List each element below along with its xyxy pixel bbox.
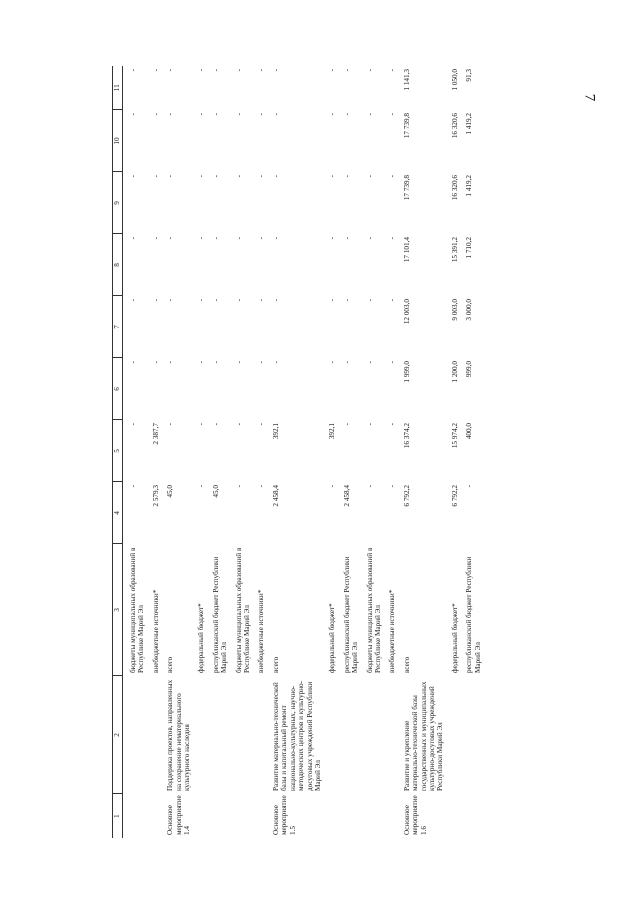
cell-event: [197, 794, 205, 838]
cell-event: [235, 794, 252, 838]
cell-value: -: [271, 299, 280, 302]
cell-value: 1 141,3: [402, 69, 411, 91]
rotated-table-container: [112, 66, 524, 838]
cell-description: [257, 676, 265, 794]
cell-value: -: [129, 485, 137, 488]
cell-value: -: [365, 69, 374, 72]
cell-value: -: [197, 485, 206, 488]
cell-value: -: [211, 299, 220, 302]
cell-event: [451, 794, 459, 838]
column-header: 9: [113, 172, 123, 234]
cell-value: -: [365, 113, 374, 116]
cell-value: -: [129, 423, 137, 426]
cell-event: [129, 794, 146, 838]
cell-value: -: [211, 175, 220, 178]
cell-value: -: [365, 361, 374, 364]
cell-value: 17 739,8: [402, 175, 411, 201]
cell-description: [451, 676, 459, 794]
cell-value: -: [151, 299, 160, 302]
cell-value: -: [388, 69, 397, 72]
cell-value: 45,0: [166, 485, 175, 498]
cell-value: 6 792,2: [450, 485, 459, 507]
cell-value: -: [271, 113, 280, 116]
cell-value: 400,0: [465, 423, 474, 440]
cell-value: -: [342, 299, 351, 302]
cell-value: 2 387,7: [151, 423, 160, 445]
column-header: 6: [113, 358, 123, 420]
cell-value: -: [151, 175, 160, 178]
cell-value: -: [257, 423, 266, 426]
cell-funding-source: бюджеты муниципальных образований в Республике Марий Эл: [234, 547, 252, 673]
cell-event: [343, 794, 360, 838]
cell-value: 3 000,0: [465, 299, 474, 321]
cell-value: -: [211, 361, 220, 364]
cell-value: -: [257, 69, 266, 72]
cell-value: -: [197, 423, 206, 426]
cell-event: [212, 794, 229, 838]
table-row: [328, 66, 336, 838]
cell-value: -: [365, 299, 374, 302]
cell-value: 9 003,0: [450, 299, 459, 321]
cell-value: 2 579,3: [151, 485, 160, 507]
cell-value: -: [197, 113, 206, 116]
column-header: 3: [113, 544, 123, 676]
cell-value: -: [197, 237, 206, 240]
table-row: [212, 66, 229, 838]
cell-value: -: [234, 423, 243, 426]
cell-event: [257, 794, 265, 838]
table-row: [343, 66, 360, 838]
cell-value: -: [328, 175, 337, 178]
cell-funding-source: бюджеты муниципальных образований в Республике Марий Эл: [365, 547, 382, 673]
cell-value: -: [129, 113, 137, 116]
cell-description: [388, 676, 396, 794]
cell-value: -: [328, 113, 337, 116]
cell-value: -: [271, 69, 280, 72]
cell-value: -: [388, 485, 397, 488]
cell-value: -: [257, 361, 266, 364]
cell-value: -: [234, 69, 243, 72]
cell-description: Развитие и укрепление материально-технической базы государственных и муниципальных культурно-досуговых учреждений Республики Марий Эл: [402, 681, 445, 791]
cell-value: -: [328, 299, 337, 302]
cell-value: -: [365, 485, 374, 488]
cell-value: -: [151, 113, 160, 116]
cell-value: -: [129, 69, 137, 72]
cell-value: 15 974,2: [450, 423, 459, 449]
cell-value: -: [388, 237, 397, 240]
cell-value: -: [197, 361, 206, 364]
cell-value: -: [166, 423, 175, 426]
table-row: [465, 66, 482, 838]
cell-value: -: [234, 175, 243, 178]
column-header: 1: [113, 794, 123, 838]
cell-value: -: [129, 299, 137, 302]
cell-value: -: [166, 237, 175, 240]
column-header: 2: [113, 676, 123, 794]
cell-event: Основное мероприятие 1.6: [402, 795, 428, 835]
cell-funding-source: федеральный бюджет*: [197, 603, 206, 673]
cell-funding-source: федеральный бюджет*: [328, 603, 337, 673]
cell-value: -: [342, 175, 351, 178]
cell-value: 91,3: [465, 69, 474, 82]
cell-value: -: [257, 113, 266, 116]
cell-value: -: [465, 485, 474, 488]
table-body: [123, 66, 483, 838]
cell-description: [129, 676, 146, 794]
cell-description: [197, 676, 205, 794]
cell-description: [235, 676, 252, 794]
cell-value: -: [166, 299, 175, 302]
cell-value: -: [166, 361, 175, 364]
cell-value: -: [151, 237, 160, 240]
cell-value: 12 003,0: [402, 299, 411, 325]
cell-value: -: [328, 485, 337, 488]
cell-description: Развитие материально-технической базы и капитальный ремонт национально-культурных, научно-методических центров и культурно-досуговых учреждений Республики Марий Эл: [271, 680, 322, 791]
cell-description: Поддержка проектов, направленных на сохранение нематериального культурного наследия: [166, 679, 192, 791]
cell-value: 2 458,4: [271, 485, 280, 507]
cell-value: -: [388, 423, 397, 426]
cell-value: -: [342, 423, 351, 426]
cell-value: 1 999,0: [402, 361, 411, 383]
cell-value: -: [328, 69, 337, 72]
cell-value: 16 374,2: [402, 423, 411, 449]
cell-description: [343, 676, 360, 794]
cell-value: -: [342, 113, 351, 116]
cell-value: 1 710,2: [465, 237, 474, 259]
cell-value: -: [151, 69, 160, 72]
cell-value: -: [342, 361, 351, 364]
cell-value: -: [257, 237, 266, 240]
table-row: [129, 66, 146, 838]
cell-value: -: [151, 361, 160, 364]
column-header: 4: [113, 482, 123, 544]
cell-value: -: [166, 69, 175, 72]
table-row: [451, 66, 459, 838]
cell-value: -: [271, 237, 280, 240]
cell-value: 1 200,0: [450, 361, 459, 383]
table-header-row: [113, 66, 123, 838]
cell-value: 392,1: [271, 423, 280, 440]
column-header: 7: [113, 296, 123, 358]
column-header: 8: [113, 234, 123, 296]
cell-value: 45,0: [211, 485, 220, 498]
cell-value: -: [388, 113, 397, 116]
column-header: 10: [113, 110, 123, 172]
cell-event: [388, 794, 396, 838]
cell-funding-source: республиканский бюджет Республики Марий Эл: [342, 556, 360, 673]
cell-value: -: [166, 175, 175, 178]
cell-description: [152, 676, 160, 794]
column-header: 11: [113, 66, 123, 110]
cell-event: [152, 794, 160, 838]
cell-event: [328, 794, 336, 838]
table-row: [235, 66, 252, 838]
cell-value: -: [129, 175, 137, 178]
cell-value: -: [211, 423, 220, 426]
cell-value: 1 419,2: [465, 175, 474, 197]
cell-value: -: [129, 237, 137, 240]
cell-value: -: [388, 299, 397, 302]
cell-value: -: [234, 237, 243, 240]
cell-description: [328, 676, 336, 794]
table-row: [403, 66, 445, 838]
cell-value: -: [211, 69, 220, 72]
cell-value: -: [388, 175, 397, 178]
column-header: 5: [113, 420, 123, 482]
cell-value: 15 391,2: [450, 237, 459, 263]
cell-event: [465, 794, 482, 838]
cell-value: 392,1: [328, 423, 337, 440]
table-row: [272, 66, 322, 838]
cell-value: -: [342, 237, 351, 240]
cell-funding-source: бюджеты муниципальных образований в Республике Марий Эл: [129, 547, 146, 673]
cell-value: -: [197, 299, 206, 302]
cell-value: -: [271, 175, 280, 178]
cell-value: -: [365, 175, 374, 178]
cell-description: [366, 676, 383, 794]
cell-value: -: [257, 175, 266, 178]
cell-description: [465, 676, 482, 794]
cell-value: -: [257, 485, 266, 488]
cell-value: -: [197, 69, 206, 72]
cell-value: 17 739,8: [402, 113, 411, 139]
cell-value: 2 458,4: [342, 485, 351, 507]
cell-value: -: [211, 237, 220, 240]
cell-value: 999,0: [465, 361, 474, 378]
cell-description: [212, 676, 229, 794]
cell-value: -: [197, 175, 206, 178]
cell-value: -: [234, 299, 243, 302]
cell-funding-source: всего: [166, 656, 175, 673]
cell-funding-source: внебюджетные источники*: [388, 589, 397, 673]
cell-event: Основное мероприятие 1.4: [166, 795, 192, 835]
cell-value: -: [211, 113, 220, 116]
cell-event: Основное мероприятие 1.5: [271, 795, 297, 835]
cell-value: -: [328, 361, 337, 364]
cell-event: [366, 794, 383, 838]
cell-funding-source: внебюджетные источники*: [151, 589, 160, 673]
cell-value: -: [257, 299, 266, 302]
cell-value: 1 419,2: [465, 113, 474, 135]
table-row: [388, 66, 396, 838]
table-row: [197, 66, 205, 838]
cell-funding-source: республиканский бюджет Республики Марий Эл: [211, 556, 229, 673]
cell-value: -: [365, 237, 374, 240]
table-row: [166, 66, 191, 838]
budget-table: [112, 66, 482, 838]
cell-value: 1 050,0: [450, 69, 459, 91]
cell-value: -: [234, 485, 243, 488]
table-row: [366, 66, 383, 838]
cell-funding-source: внебюджетные источники*: [257, 589, 266, 673]
cell-funding-source: республиканский бюджет Республики Марий Эл: [465, 556, 482, 673]
page-number: 7: [581, 93, 598, 102]
cell-value: 16 320,6: [450, 175, 459, 201]
cell-value: -: [234, 361, 243, 364]
cell-funding-source: всего: [402, 656, 411, 673]
cell-value: 6 792,2: [402, 485, 411, 507]
cell-value: -: [234, 113, 243, 116]
cell-value: -: [365, 423, 374, 426]
cell-value: -: [328, 237, 337, 240]
table-row: [257, 66, 265, 838]
table-row: [152, 66, 160, 838]
cell-funding-source: всего: [271, 656, 280, 673]
cell-value: 16 320,6: [450, 113, 459, 139]
cell-funding-source: федеральный бюджет*: [450, 603, 459, 673]
cell-value: -: [271, 361, 280, 364]
cell-value: -: [342, 69, 351, 72]
cell-value: -: [166, 113, 175, 116]
cell-value: -: [129, 361, 137, 364]
cell-value: 17 101,4: [402, 237, 411, 263]
cell-value: -: [388, 361, 397, 364]
